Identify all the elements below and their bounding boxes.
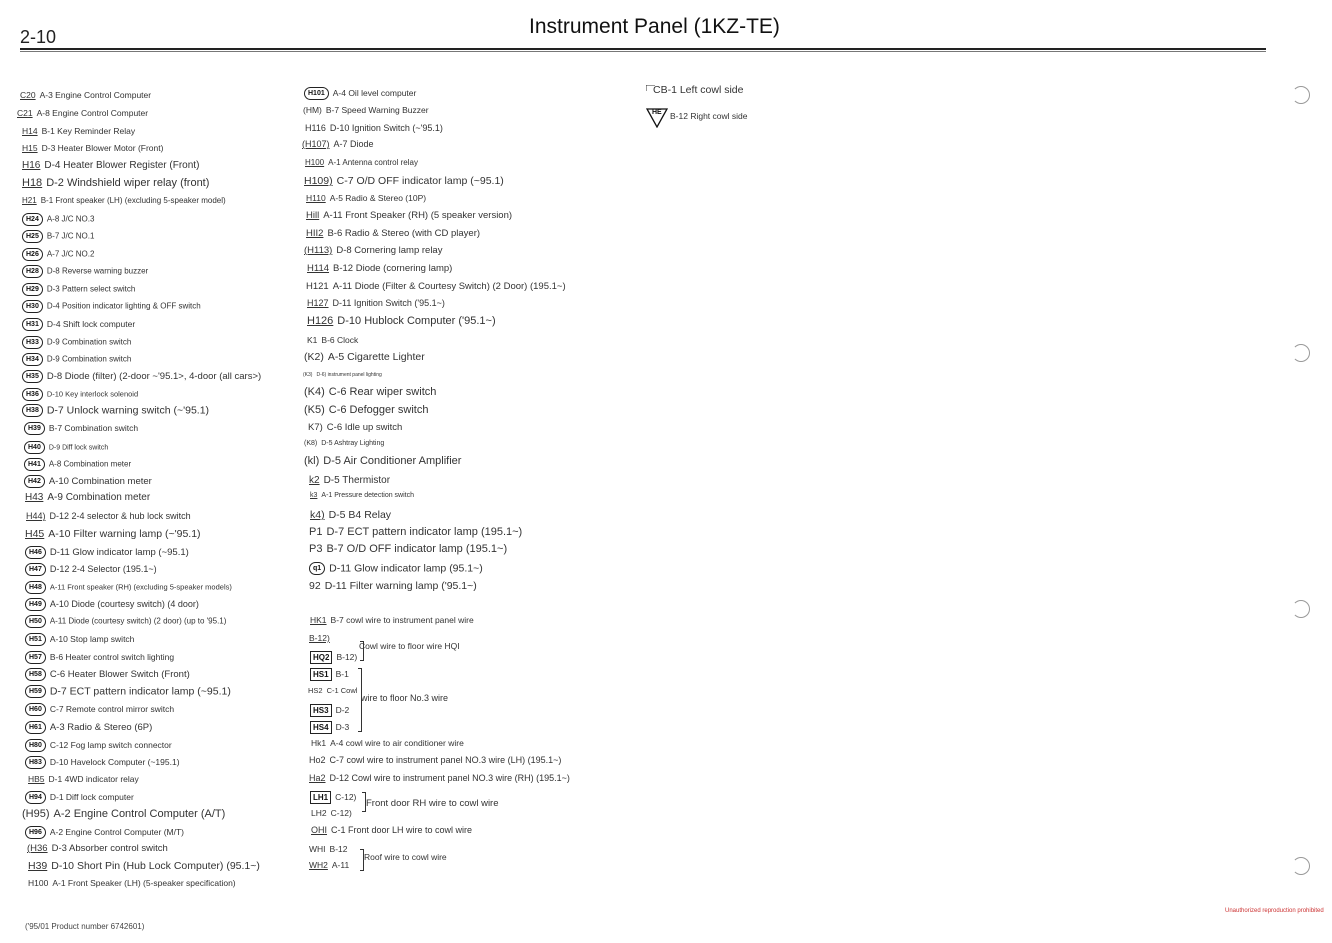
connector-entry	[22, 265, 148, 278]
connector-description: D-11 Ignition Switch ('95.1~)	[332, 298, 445, 308]
connector-description: D-2	[335, 704, 350, 715]
connector-entry	[305, 123, 443, 133]
connector-description: A-3 Radio & Stereo (6P)	[49, 722, 153, 734]
binder-hole	[1292, 857, 1310, 875]
connector-code: HII2	[306, 228, 324, 239]
connector-description: A-4 Oil level computer	[332, 87, 417, 98]
connector-description: D-10 Ignition Switch (~'95.1)	[329, 123, 443, 133]
connector-code: H24	[22, 213, 43, 226]
connector-description: D-10 Key interlock solenoid	[46, 389, 139, 399]
connector-description: A-8 J/C NO.3	[46, 214, 95, 224]
connector-code: H30	[22, 300, 43, 313]
connector-code: H100	[28, 878, 49, 888]
connector-code: H28	[22, 265, 43, 278]
connector-entry	[25, 546, 189, 559]
connector-code: H58	[25, 668, 46, 681]
connector-code: H100	[305, 158, 325, 167]
connector-code: H46	[25, 546, 46, 559]
connector-code: Ho2	[309, 755, 326, 765]
connector-code: (K3)	[303, 372, 313, 378]
connector-entry	[307, 315, 496, 327]
connector-code: (K4)	[304, 386, 325, 398]
connector-code: H126	[307, 315, 334, 327]
connector-entry	[22, 353, 131, 366]
connector-code: HS4	[310, 721, 332, 734]
connector-code: H116	[305, 123, 326, 133]
junction-entry	[310, 615, 474, 625]
connector-entry	[22, 318, 135, 331]
junction-entry	[310, 791, 356, 804]
connector-description: C-12 Fog lamp switch connector	[49, 739, 172, 750]
connector-description: C-12)	[335, 791, 357, 802]
connector-entry	[309, 580, 477, 592]
connector-description: B-1	[335, 668, 349, 679]
ground-code: HE	[652, 109, 662, 116]
connector-description: D-3 Heater Blower Motor (Front)	[41, 143, 164, 153]
connector-code: HS3	[310, 704, 332, 717]
ground-point-cb	[646, 84, 743, 96]
connector-entry	[25, 581, 232, 594]
connector-description: A-1 Antenna control relay	[328, 158, 418, 167]
connector-entry	[28, 774, 139, 784]
connector-code: Hk1	[311, 738, 327, 748]
connector-entry	[306, 210, 512, 221]
connector-description: D-9 Diff lock switch	[48, 444, 109, 452]
connector-code: LH1	[310, 791, 331, 804]
ground-triangle-icon	[646, 85, 656, 93]
connector-entry	[25, 633, 134, 646]
connector-entry	[308, 422, 402, 433]
connector-entry	[306, 281, 566, 292]
connector-code: H18	[22, 177, 43, 189]
connector-description: B-7 Speed Warning Buzzer	[325, 105, 429, 115]
connector-entry	[303, 372, 382, 378]
connector-description: B-1 Key Reminder Relay	[41, 126, 136, 136]
connector-description: B-7 Combination switch	[48, 422, 139, 433]
connector-code: H29	[22, 283, 43, 296]
connector-code: K1	[307, 335, 318, 345]
connector-code: HK1	[310, 615, 327, 625]
page-number: 2-10	[20, 27, 57, 47]
connector-entry	[25, 563, 157, 576]
connector-description: D-5 Thermistor	[323, 475, 391, 486]
connector-code: B-12)	[309, 633, 330, 643]
connector-description: D-8 Diode (filter) (2-door ~'95.1>, 4-door (all cars>)	[46, 371, 262, 383]
connector-description: C-7 O/D OFF indicator lamp (~95.1)	[336, 175, 504, 187]
connector-description: A-1 Front Speaker (LH) (5-speaker specification)	[52, 878, 236, 888]
connector-code: OHI	[311, 825, 328, 835]
connector-entry	[22, 370, 261, 383]
connector-entry	[25, 703, 174, 716]
connector-entry	[309, 475, 390, 486]
junction-entry	[309, 773, 570, 783]
connector-description: B-6 Radio & Stereo (with CD player)	[327, 228, 481, 239]
connector-code: H33	[22, 336, 43, 349]
connector-entry	[25, 791, 134, 804]
connector-description: B-6 Clock	[321, 335, 359, 345]
connector-code: H42	[24, 475, 45, 488]
connector-code: (H113)	[304, 245, 333, 256]
connector-entry	[306, 228, 480, 239]
connector-entry	[17, 108, 148, 118]
connector-code: WHI	[309, 844, 326, 854]
connector-description: D-3 Pattern select switch	[46, 284, 136, 294]
connector-description: D-3 Absorber control switch	[51, 843, 168, 854]
connector-entry	[307, 263, 452, 274]
connector-entry	[309, 562, 483, 575]
connector-description: A-3 Engine Control Computer	[39, 90, 152, 100]
connector-description: D-11 Glow indicator lamp (~95.1)	[49, 547, 189, 559]
connector-code: H57	[25, 651, 46, 664]
connector-entry	[22, 300, 201, 313]
connector-code: C21	[17, 108, 33, 118]
ground-desc: B-12 Right cowl side	[670, 111, 748, 121]
connector-description: D-10 Havelock Computer (~195.1)	[49, 756, 180, 767]
binder-hole	[1292, 86, 1310, 104]
connector-description: A-10 Diode (courtesy switch) (4 door)	[49, 598, 199, 609]
connector-description: A-2 Engine Control Computer (M/T)	[49, 826, 185, 837]
connector-code: H94	[25, 791, 46, 804]
connector-entry	[27, 843, 168, 854]
connector-description: D-8 Cornering lamp relay	[336, 245, 443, 256]
connector-description: A-2 Engine Control Computer (A/T)	[53, 808, 226, 820]
junction-entry	[310, 704, 349, 717]
connector-code: C20	[20, 90, 36, 100]
connector-code: H110	[306, 193, 326, 203]
connector-entry	[307, 298, 445, 308]
connector-code: H83	[25, 756, 46, 769]
connector-entry	[24, 422, 138, 435]
connector-description: A-11 Diode (courtesy switch) (2 door) (up to '95.1)	[49, 616, 227, 626]
connector-code: HQ2	[310, 651, 332, 664]
connector-entry	[22, 177, 209, 189]
connector-code: H34	[22, 353, 43, 366]
junction-entry	[311, 738, 464, 748]
connector-code: H109)	[304, 175, 333, 187]
connector-description: A-8 Combination meter	[48, 459, 132, 469]
connector-code: H80	[25, 739, 46, 752]
connector-entry	[304, 351, 425, 363]
connector-entry	[25, 651, 174, 664]
connector-entry	[25, 739, 172, 752]
connector-entry	[304, 245, 442, 256]
connector-code: H45	[25, 528, 45, 540]
connector-entry	[310, 492, 414, 499]
connector-entry	[309, 526, 522, 538]
connector-description: D-7 Unlock warning switch (~'95.1)	[46, 404, 210, 417]
connector-description: D-4 Position indicator lighting & OFF switch	[46, 301, 201, 311]
junction-entry	[310, 651, 357, 664]
connector-entry	[24, 475, 152, 488]
connector-code: H39	[28, 860, 48, 872]
connector-description: C-12)	[330, 808, 352, 818]
connector-description: D-12 2-4 Selector (195.1~)	[49, 563, 157, 574]
group-label-hs: wire to floor No.3 wire	[361, 693, 449, 703]
connector-description: A-5 Radio & Stereo (10P)	[329, 193, 427, 203]
connector-description: B-7 cowl wire to instrument panel wire	[330, 615, 474, 625]
connector-code: HS1	[310, 668, 332, 681]
connector-entry	[22, 126, 135, 136]
connector-entry	[304, 455, 461, 467]
connector-code: H49	[25, 598, 46, 611]
footer-note: ('95/01 Product number 6742601)	[25, 922, 145, 931]
connector-description: D-1 4WD indicator relay	[48, 774, 139, 784]
connector-code: (HM)	[303, 105, 322, 115]
connector-entry	[25, 668, 190, 681]
connector-description: A-5 Cigarette Lighter	[327, 351, 425, 363]
connector-description: A-11 Front Speaker (RH) (5 speaker version)	[323, 210, 513, 221]
connector-description: D-8 Reverse warning buzzer	[46, 266, 149, 276]
connector-entry	[25, 615, 226, 628]
connector-description: A-9 Combination meter	[47, 492, 151, 503]
connector-code: (H95)	[22, 808, 50, 820]
connector-description: C-7 Remote control mirror switch	[49, 703, 175, 714]
connector-description: A-7 J/C NO.2	[46, 249, 95, 259]
connector-entry	[307, 335, 358, 345]
junction-entry	[309, 844, 348, 854]
connector-description: C-1 Cowl	[326, 686, 358, 695]
connector-description: A-4 cowl wire to air conditioner wire	[330, 738, 464, 748]
connector-description: D-3	[335, 721, 350, 732]
connector-description: D-4 Heater Blower Register (Front)	[44, 160, 200, 171]
connector-entry	[304, 404, 428, 416]
connector-entry	[22, 336, 131, 349]
connector-description: B-7 O/D OFF indicator lamp (195.1~)	[326, 543, 508, 555]
connector-code: H43	[25, 492, 44, 503]
connector-entry	[25, 756, 180, 769]
connector-code: H47	[25, 563, 46, 576]
connector-entry	[22, 404, 209, 417]
connector-description: B-12 Diode (cornering lamp)	[333, 263, 453, 274]
connector-description: B-12)	[336, 651, 358, 662]
connector-entry	[310, 509, 391, 521]
connector-description: D-2 Windshield wiper relay (front)	[46, 177, 210, 189]
connector-description: C-6 Rear wiper switch	[328, 386, 437, 398]
connector-description: C-6 Heater Blower Switch (Front)	[49, 669, 190, 681]
connector-description: B-12	[329, 844, 348, 854]
connector-code: k3	[310, 492, 318, 499]
connector-code: H31	[22, 318, 43, 331]
connector-entry	[22, 388, 138, 401]
connector-code: H59	[25, 685, 46, 698]
connector-description: B-7 J/C NO.1	[46, 231, 95, 241]
connector-code: H44)	[26, 511, 46, 521]
binder-hole	[1292, 600, 1310, 618]
junction-entry	[308, 686, 357, 695]
connector-code: H51	[25, 633, 46, 646]
connector-code: k2	[309, 475, 320, 486]
connector-code: 92	[309, 580, 321, 592]
connector-code: HS2	[308, 686, 323, 695]
connector-code: k4)	[310, 509, 325, 521]
connector-code: H61	[25, 721, 46, 734]
ground-desc: -1 Left cowl side	[667, 84, 744, 96]
connector-description: D-10 Short Pin (Hub Lock Computer) (95.1~)	[51, 860, 260, 872]
watermark: Unauthorized reproduction prohibited	[1225, 908, 1324, 914]
connector-description: A-11	[331, 860, 350, 870]
connector-description: A-11 Front speaker (RH) (excluding 5-speaker models)	[49, 582, 232, 592]
connector-entry	[305, 158, 418, 167]
connector-description: A-10 Filter warning lamp (~'95.1)	[48, 528, 201, 540]
connector-description: D-7 ECT pattern indicator lamp (195.1~)	[326, 526, 523, 538]
connector-description: D-6) instrument panel lighting	[316, 372, 382, 378]
junction-entry	[309, 633, 334, 643]
connector-description: B-1 Front speaker (LH) (excluding 5-speaker model)	[40, 196, 226, 205]
connector-description: D-7 ECT pattern indicator lamp (~95.1)	[49, 685, 231, 698]
connector-description: D-10 Hublock Computer ('95.1~)	[337, 315, 496, 327]
connector-code: Hill	[306, 210, 320, 221]
connector-code: H121	[306, 281, 329, 292]
connector-entry	[304, 386, 436, 398]
connector-description: A-7 Diode	[333, 139, 374, 149]
connector-entry	[22, 160, 199, 171]
junction-entry	[309, 755, 561, 765]
connector-description: C-1 Front door LH wire to cowl wire	[331, 825, 473, 835]
connector-entry	[25, 528, 201, 540]
connector-entry	[304, 87, 416, 100]
connector-code: H16	[22, 160, 41, 171]
connector-code: H36	[22, 388, 43, 401]
connector-code: H35	[22, 370, 43, 383]
connector-entry	[309, 543, 507, 555]
connector-code: (K2)	[304, 351, 324, 363]
group-label-lh: Front door RH wire to cowl wire	[366, 798, 499, 809]
junction-entry	[311, 808, 352, 818]
connector-code: H48	[25, 581, 46, 594]
connector-description: A-10 Combination meter	[48, 476, 152, 488]
connector-code: K7)	[308, 422, 323, 433]
connector-description: C-7 cowl wire to instrument panel NO.3 wire (LH) (195.1~)	[329, 755, 562, 765]
junction-entry	[310, 668, 349, 681]
connector-entry	[25, 721, 152, 734]
connector-description: D-4 Shift lock computer	[46, 318, 136, 329]
connector-entry	[26, 511, 191, 521]
connector-description: D-12 2-4 selector & hub lock switch	[49, 511, 191, 521]
connector-entry	[22, 213, 94, 226]
connector-entry	[306, 193, 426, 203]
connector-code: LH2	[311, 808, 327, 818]
connector-description: C-6 Defogger switch	[328, 404, 429, 416]
junction-entry	[311, 825, 472, 835]
header-rule-thin	[20, 51, 1266, 52]
junction-entry	[309, 860, 349, 870]
connector-code: H60	[25, 703, 46, 716]
connector-entry	[20, 90, 151, 100]
connector-code: (kl)	[304, 455, 320, 467]
binder-hole	[1292, 344, 1310, 362]
group-label-hq: Cowl wire to floor wire HQI	[359, 641, 460, 651]
connector-entry	[24, 458, 131, 471]
connector-code: H41	[24, 458, 45, 471]
connector-code: H40	[24, 441, 45, 454]
connector-code: H26	[22, 248, 43, 261]
connector-entry	[304, 440, 384, 447]
connector-entry	[22, 196, 226, 205]
connector-code: H50	[25, 615, 46, 628]
connector-entry	[25, 826, 184, 839]
connector-code: HB5	[28, 774, 45, 784]
connector-code: (K8)	[304, 440, 318, 447]
connector-entry	[22, 230, 94, 243]
connector-description: D-9 Combination switch	[46, 354, 132, 364]
connector-description: D-12 Cowl wire to instrument panel NO.3 wire (RH) (195.1~)	[329, 773, 570, 783]
connector-entry	[28, 860, 260, 872]
connector-entry	[303, 105, 429, 115]
connector-entry	[25, 492, 150, 503]
connector-entry	[304, 175, 504, 187]
connector-code: P1	[309, 526, 323, 538]
connector-description: A-10 Stop lamp switch	[49, 633, 135, 644]
connector-code: H25	[22, 230, 43, 243]
connector-code: H14	[22, 126, 38, 136]
connector-description: D-11 Glow indicator lamp (95.1~)	[329, 562, 483, 575]
connector-entry	[22, 808, 225, 820]
connector-code: H114	[307, 263, 330, 274]
connector-code: Ha2	[309, 773, 326, 783]
connector-code: H96	[25, 826, 46, 839]
page-title: Instrument Panel (1KZ-TE)	[529, 15, 780, 38]
connector-description: A-8 Engine Control Computer	[36, 108, 149, 118]
connector-code: (H107)	[302, 139, 330, 149]
connector-entry	[22, 283, 135, 296]
connector-description: D-5 B4 Relay	[328, 509, 392, 521]
ground-code: CB	[653, 84, 668, 96]
connector-code: q1	[309, 562, 325, 575]
connector-entry	[28, 878, 236, 888]
connector-description: B-6 Heater control switch lighting	[49, 651, 175, 662]
connector-code: H39	[24, 422, 45, 435]
connector-code: H127	[307, 298, 329, 308]
connector-code: (K5)	[304, 404, 325, 416]
header-rule	[20, 48, 1266, 50]
junction-entry	[310, 721, 349, 734]
connector-entry	[25, 685, 231, 698]
connector-entry	[22, 143, 163, 153]
connector-description: D-1 Diff lock computer	[49, 791, 134, 802]
connector-code: WH2	[309, 860, 328, 870]
connector-description: D-9 Combination switch	[46, 337, 132, 347]
connector-code: P3	[309, 543, 323, 555]
connector-code: H38	[22, 404, 43, 417]
connector-description: C-6 Idle up switch	[326, 422, 403, 433]
connector-description: D-5 Air Conditioner Amplifier	[323, 455, 462, 467]
connector-description: A-11 Diode (Filter & Courtesy Switch) (2 Door) (195.1~)	[332, 281, 566, 292]
connector-code: H101	[304, 87, 329, 100]
connector-description: D-5 Ashtray Lighting	[321, 440, 385, 447]
connector-code: (H36	[27, 843, 48, 854]
connector-description: A-1 Pressure detection switch	[321, 492, 415, 499]
connector-entry	[22, 248, 94, 261]
connector-code: H21	[22, 196, 37, 205]
connector-entry	[25, 598, 199, 611]
connector-entry	[302, 139, 374, 149]
connector-entry	[24, 441, 108, 454]
connector-description: D-11 Filter warning lamp ('95.1~)	[324, 580, 477, 592]
group-label-wh: Roof wire to cowl wire	[364, 852, 447, 862]
connector-code: H15	[22, 143, 38, 153]
